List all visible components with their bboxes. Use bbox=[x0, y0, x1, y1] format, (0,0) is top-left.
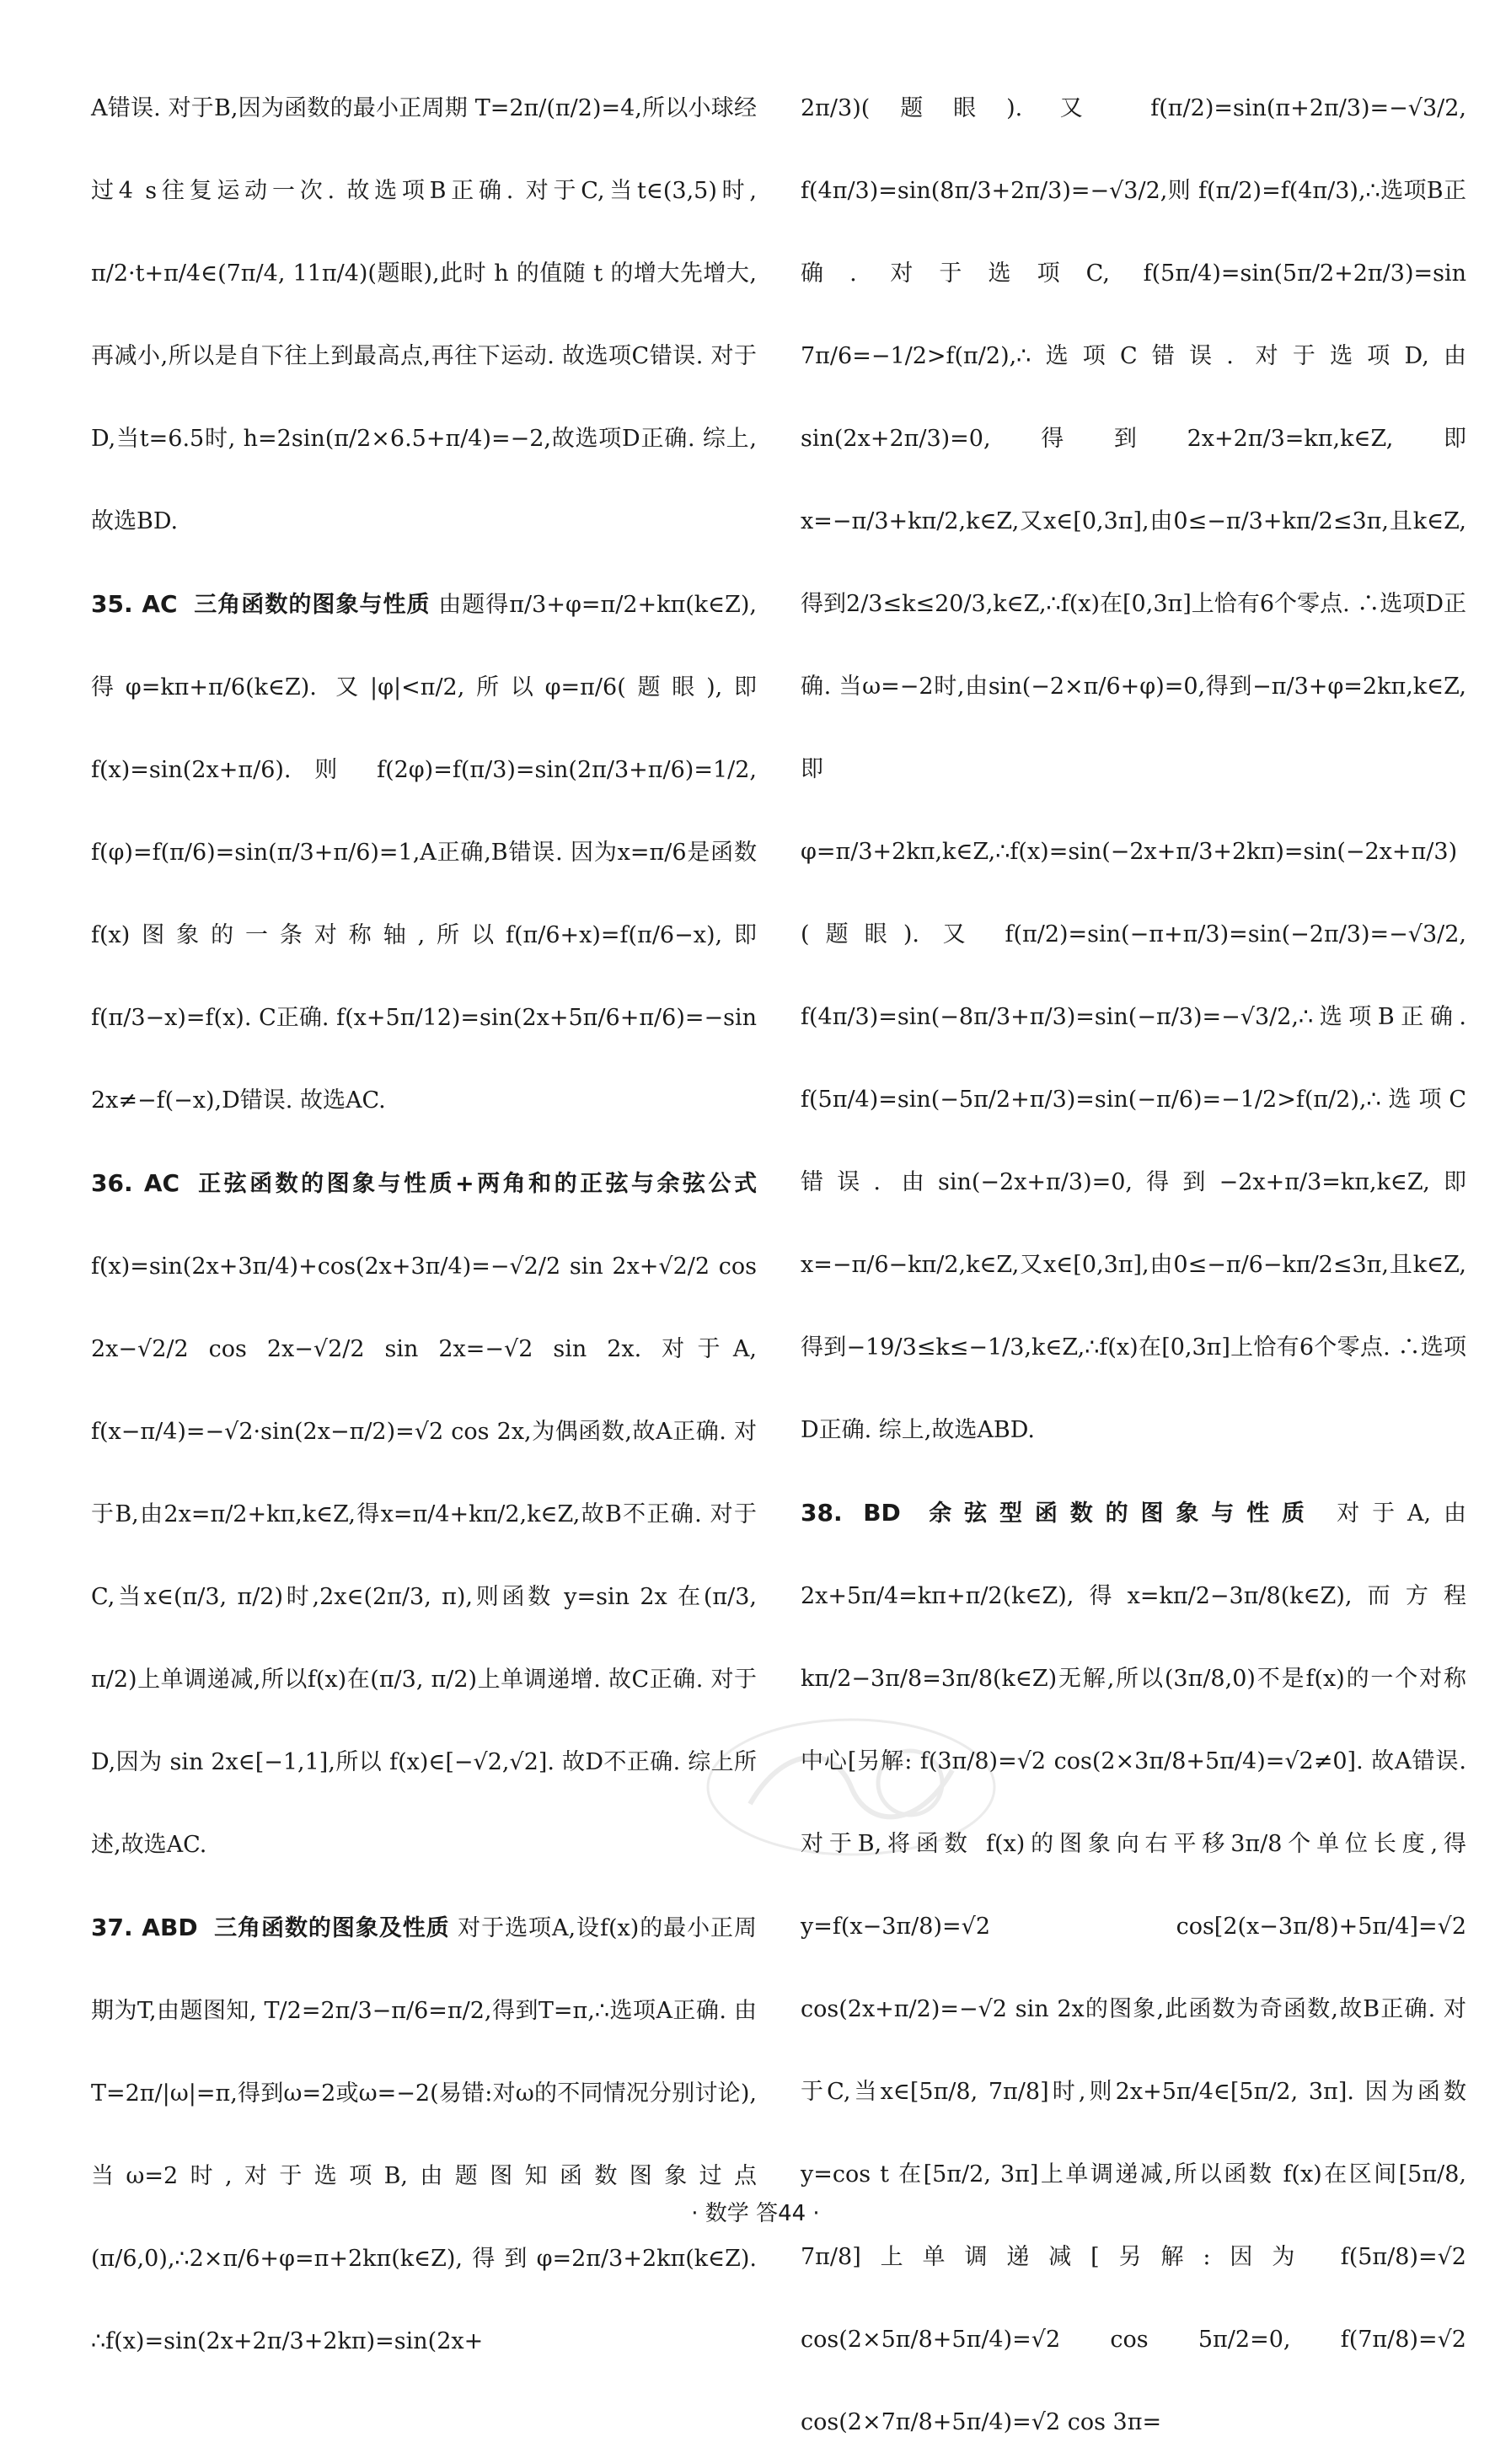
question-number: 38. BD bbox=[801, 1499, 901, 1527]
left-intro-paragraph: A错误. 对于B,因为函数的最小正周期 T=2π/(π/2)=4,所以小球经过4 s往复运动一次. 故选项B正确. 对于C,当t∈(3,5)时, π/2·t+π/4∈(7π/4, 11π/4)(题眼),此时 h 的值随 t 的增大先增大,再减小,所以是自下往上到最高点,再往下运动. 故选项C错误. 对于D,当t=6.5时, h=2sin(π/2×6.5+π/4)=−2,故选项D正确. 综上,故选BD. bbox=[91, 95, 758, 534]
right-column bbox=[801, 67, 1466, 2464]
left-column bbox=[91, 67, 757, 2383]
topic-heading: 三角函数的图象与性质 bbox=[194, 592, 431, 618]
topic-heading: 正弦函数的图象与性质+两角和的正弦与余弦公式 bbox=[198, 1171, 757, 1197]
solution-body: 对于A,由2x+5π/4=kπ+π/2(k∈Z),得x=kπ/2−3π/8(k∈Z),而方程kπ/2−3π/8=3π/8(k∈Z)无解,所以(3π/8,0)不是f(x)的一个对称中心[另解: f(3π/8)=√2 cos(2×3π/8+5π/4)=√2≠0]. 故A错误. 对于B,将函数 f(x)的图象向右平移3π/8个单位长度,得 y=f(x−3π/8)=√2 cos[2(x−3π/8)+5π/4]=√2 cos(2x+π/2)=−√2 sin 2x的图象,此函数为奇函数,故B正确. 对于C,当x∈[5π/8, 7π/8]时,则2x+5π/4∈[5π/2, 3π]. 因为函数 y=cos t 在[5π/2, 3π]上单调递减,所以函数 f(x)在区间[5π/8, 7π/8]上单调递减[另解:因为 f(5π/8)=√2 cos(2×5π/8+5π/4)=√2 cos 5π/2=0, f(7π/8)=√2 cos(2×7π/8+5π/4)=√2 cos 3π= bbox=[801, 1500, 1466, 2435]
solution-37 bbox=[91, 1887, 757, 2383]
solution-35 bbox=[91, 563, 757, 1142]
right-continuation-paragraph: 2π/3)(题眼). 又 f(π/2)=sin(π+2π/3)=−√3/2, f(4π/3)=sin(8π/3+2π/3)=−√3/2,则 f(π/2)=f(4π/3),∴选项B正确. 对于选项C, f(5π/4)=sin(5π/2+2π/3)=sin 7π/6=−1/2>f(π/2),∴选项C错误. 对于选项D,由sin(2x+2π/3)=0,得到2x+2π/3=kπ,k∈Z,即x=−π/3+kπ/2,k∈Z,又x∈[0,3π],由0≤−π/3+kπ/2≤3π,且k∈Z,得到2/3≤k≤20/3,k∈Z,∴f(x)在[0,3π]上恰有6个零点. ∴选项D正确. 当ω=−2时,由sin(−2×π/6+φ)=0,得到−π/3+φ=2kπ,k∈Z,即φ=π/3+2kπ,k∈Z,∴f(x)=sin(−2x+π/3+2kπ)=sin(−2x+π/3)(题眼). 又 f(π/2)=sin(−π+π/3)=sin(−2π/3)=−√3/2, f(4π/3)=sin(−8π/3+π/3)=sin(−π/3)=−√3/2,∴选项B正确. f(5π/4)=sin(−5π/2+π/3)=sin(−π/6)=−1/2>f(π/2),∴选项C错误. 由sin(−2x+π/3)=0,得到−2x+π/3=kπ,k∈Z,即x=−π/6−kπ/2,k∈Z,又x∈[0,3π],由0≤−π/6−kπ/2≤3π,且k∈Z,得到−19/3≤k≤−1/3,k∈Z,∴f(x)在[0,3π]上恰有6个零点. ∴选项D正确. 综上,故选ABD. bbox=[801, 95, 1466, 1443]
question-number: 35. AC bbox=[91, 590, 178, 618]
topic-heading: 三角函数的图象及性质 bbox=[214, 1915, 450, 1941]
page-footer: · 数学 答44 · bbox=[691, 2201, 820, 2226]
solution-38 bbox=[801, 1472, 1466, 2464]
solution-36 bbox=[91, 1142, 757, 1887]
solution-body: 对于选项A,设f(x)的最小正周期为T,由题图知, T/2=2π/3−π/6=π/2,得到T=π,∴选项A正确. 由T=2π/|ω|=π,得到ω=2或ω=−2(易错:对ω的不同情况分别讨论),当ω=2时,对于选项B,由题图知函数图象过点(π/6,0),∴2×π/6+φ=π+2kπ(k∈Z),得到φ=2π/3+2kπ(k∈Z). ∴f(x)=sin(2x+2π/3+2kπ)=sin(2x+ bbox=[91, 1915, 758, 2354]
question-number: 37. ABD bbox=[91, 1914, 198, 1941]
question-number: 36. AC bbox=[91, 1169, 180, 1197]
solution-body: f(x)=sin(2x+3π/4)+cos(2x+3π/4)=−√2/2 sin 2x+√2/2 cos 2x−√2/2 cos 2x−√2/2 sin 2x=−√2 sin 2x. 对于A, f(x−π/4)=−√2·sin(2x−π/2)=√2 cos 2x,为偶函数,故A正确. 对于B,由2x=π/2+kπ,k∈Z,得x=π/4+kπ/2,k∈Z,故B不正确. 对于C,当x∈(π/3, π/2)时,2x∈(2π/3, π),则函数 y=sin 2x 在(π/3, π/2)上单调递减,所以f(x)在(π/3, π/2)上单调递增. 故C正确. 对于D,因为 sin 2x∈[−1,1],所以 f(x)∈[−√2,√2]. 故D不正确. 综上所述,故选AC. bbox=[91, 1253, 757, 1858]
topic-heading: 余弦型函数的图象与性质 bbox=[929, 1500, 1317, 1527]
solution-body: 由题得π/3+φ=π/2+kπ(k∈Z),得φ=kπ+π/6(k∈Z). 又|φ|<π/2,所以φ=π/6(题眼),即 f(x)=sin(2x+π/6). 则 f(2φ)=f(π/3)=sin(2π/3+π/6)=1/2, f(φ)=f(π/6)=sin(π/3+π/6)=1,A正确,B错误. 因为x=π/6是函数f(x)图象的一条对称轴,所以f(π/6+x)=f(π/6−x),即f(π/3−x)=f(x). C正确. f(x+5π/12)=sin(2x+5π/6+π/6)=−sin 2x≠−f(−x),D错误. 故选AC. bbox=[91, 592, 757, 1114]
